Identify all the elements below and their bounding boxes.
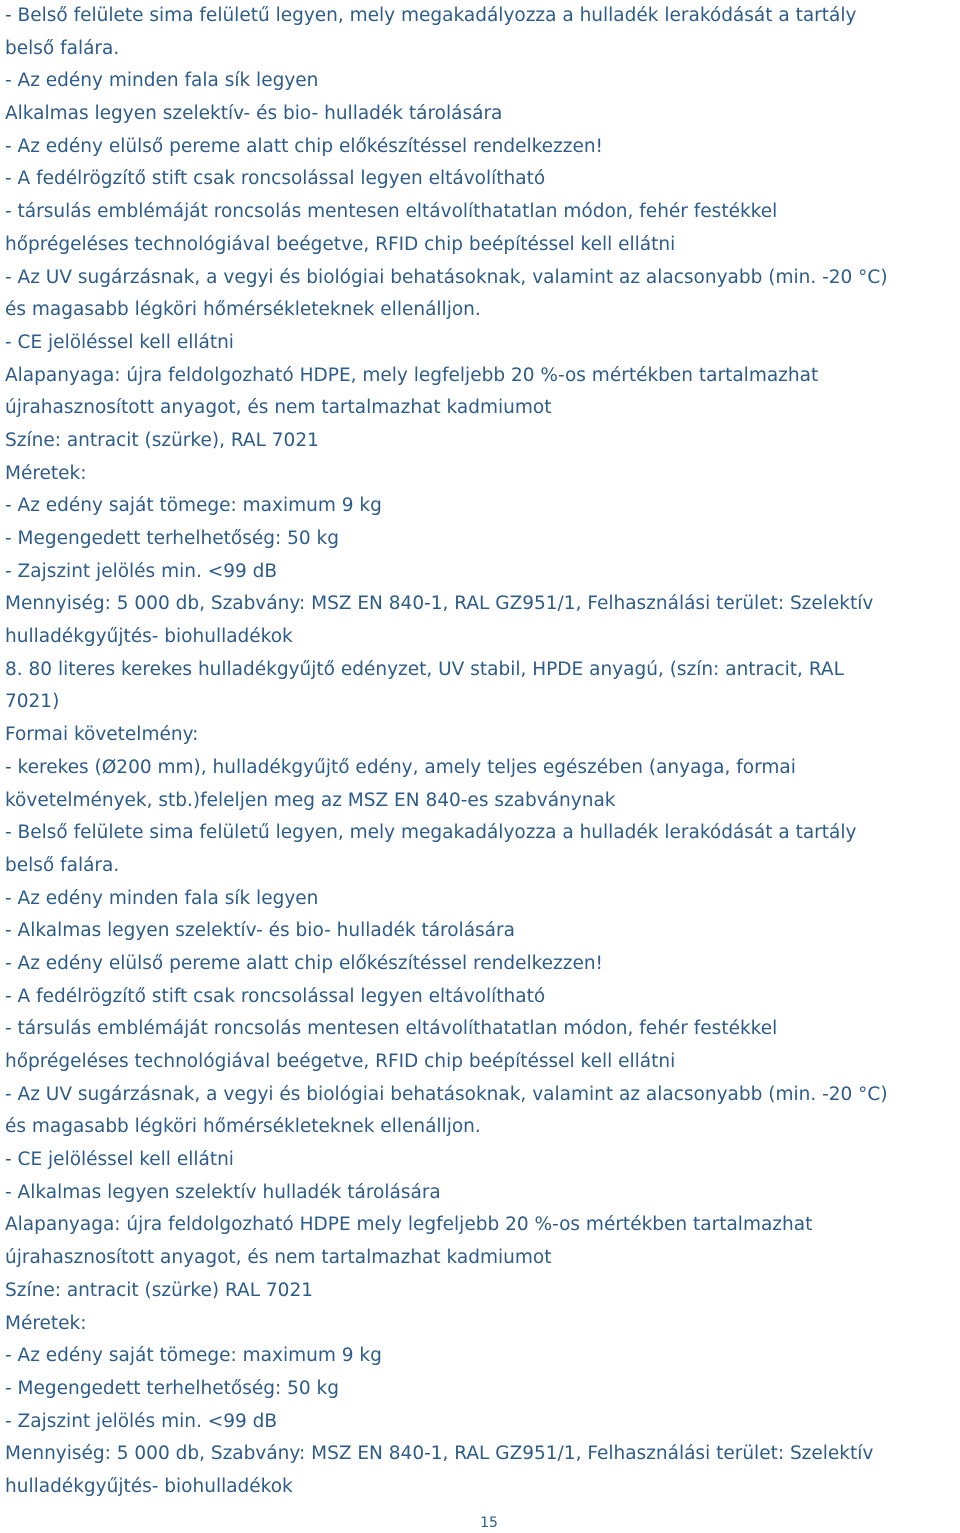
text-line: - Zajszint jelölés min. <99 dB (5, 560, 278, 582)
text-line: - A fedélrögzítő stift csak roncsolással legyen eltávolítható (5, 985, 546, 1007)
section-heading: 8. 80 literes kerekes hulladékgyűjtő edényzet, UV stabil, HPDE anyagú, (szín: antracit, RAL (5, 658, 844, 680)
text-line: Színe: antracit (szürke) RAL 7021 (5, 1279, 313, 1301)
text-line: hőprégeléses technológiával beégetve, RFID chip beépítéssel kell ellátni (5, 1051, 676, 1072)
document-body (5, 0, 960, 1504)
text-line: Formai követelmény: (5, 724, 199, 746)
text-line: 7021) (5, 691, 60, 713)
text-line: - kerekes (Ø200 mm), hulladékgyűjtő edény, amely teljes egészében (anyaga, formai (5, 756, 796, 778)
text-line: Mennyiség: 5 000 db, Szabvány: MSZ EN 840-1, RAL GZ951/1, Felhasználási terület: Szelektív (5, 1443, 874, 1465)
text-line: újrahasznosított anyagot, és nem tartalmazhat kadmiumot (5, 397, 552, 419)
text-line: követelmények, stb.)feleljen meg az MSZ EN 840-es szabványnak (5, 789, 616, 811)
text-line: Színe: antracit (szürke), RAL 7021 (5, 429, 319, 451)
text-line: - CE jelöléssel kell ellátni (5, 331, 234, 353)
text-line: - társulás emblémáját roncsolás mentesen eltávolíthatatlan módon, fehér festékkel (5, 201, 778, 223)
text-line: - Az edény saját tömege: maximum 9 kg (5, 1345, 382, 1367)
text-line: - Az edény minden fala sík legyen (5, 70, 319, 92)
text-line: és magasabb légköri hőmérsékleteknek ellenálljon. (5, 1116, 481, 1138)
text-line: Méretek: (5, 1312, 87, 1334)
text-line: - Alkalmas legyen szelektív- és bio- hulladék tárolására (5, 920, 515, 942)
text-line: belső falára. (5, 37, 120, 59)
text-line: Méretek: (5, 462, 87, 484)
text-line: belső falára. (5, 854, 120, 876)
text-line: - Zajszint jelölés min. <99 dB (5, 1410, 278, 1432)
text-line: - Az UV sugárzásnak, a vegyi és biológiai behatásoknak, valamint az alacsonyabb (min. -20 °C) (5, 266, 888, 288)
text-line: hulladékgyűjtés- biohulladékok (5, 626, 293, 648)
text-line: - Az edény minden fala sík legyen (5, 887, 319, 909)
text-line: újrahasznosított anyagot, és nem tartalmazhat kadmiumot (5, 1247, 552, 1269)
text-line: - társulás emblémáját roncsolás mentesen eltávolíthatatlan módon, fehér festékkel (5, 1018, 778, 1040)
text-line: - Alkalmas legyen szelektív hulladék tárolására (5, 1181, 441, 1203)
text-line: - Belső felülete sima felületű legyen, mely megakadályozza a hulladék lerakódását a tartály (5, 822, 857, 844)
text-line: hulladékgyűjtés- biohulladékok (5, 1475, 293, 1497)
text-line: - Megengedett terhelhetőség: 50 kg (5, 1377, 339, 1399)
text-line: és magasabb légköri hőmérsékleteknek ellenálljon. (5, 299, 481, 321)
text-line: Alkalmas legyen szelektív- és bio- hulladék tárolására (5, 103, 503, 125)
text-line: Alapanyaga: újra feldolgozható HDPE, mely legfeljebb 20 %-os mértékben tartalmazhat (5, 364, 819, 386)
text-line: hőprégeléses technológiával beégetve, RFID chip beépítéssel kell ellátni (5, 233, 676, 255)
text-line: - Belső felülete sima felületű legyen, mely megakadályozza a hulladék lerakódását a tartály (5, 5, 857, 26)
text-line: - CE jelöléssel kell ellátni (5, 1149, 234, 1171)
text-line: Mennyiség: 5 000 db, Szabvány: MSZ EN 840-1, RAL GZ951/1, Felhasználási terület: Szelektív (5, 593, 874, 615)
text-line: - Megengedett terhelhetőség: 50 kg (5, 528, 339, 549)
text-line: Alapanyaga: újra feldolgozható HDPE mely legfeljebb 20 %-os mértékben tartalmazhat (5, 1214, 813, 1236)
text-line: - Az edény saját tömege: maximum 9 kg (5, 495, 382, 517)
page-number: 15 (480, 1515, 498, 1531)
text-line: - Az edény elülső pereme alatt chip előkészítéssel rendelkezzen! (5, 135, 603, 157)
text-line: - A fedélrögzítő stift csak roncsolással legyen eltávolítható (5, 168, 546, 190)
text-line: - Az UV sugárzásnak, a vegyi és biológiai behatásoknak, valamint az alacsonyabb (min. -20 °C) (5, 1083, 888, 1105)
text-line: - Az edény elülső pereme alatt chip előkészítéssel rendelkezzen! (5, 952, 603, 974)
